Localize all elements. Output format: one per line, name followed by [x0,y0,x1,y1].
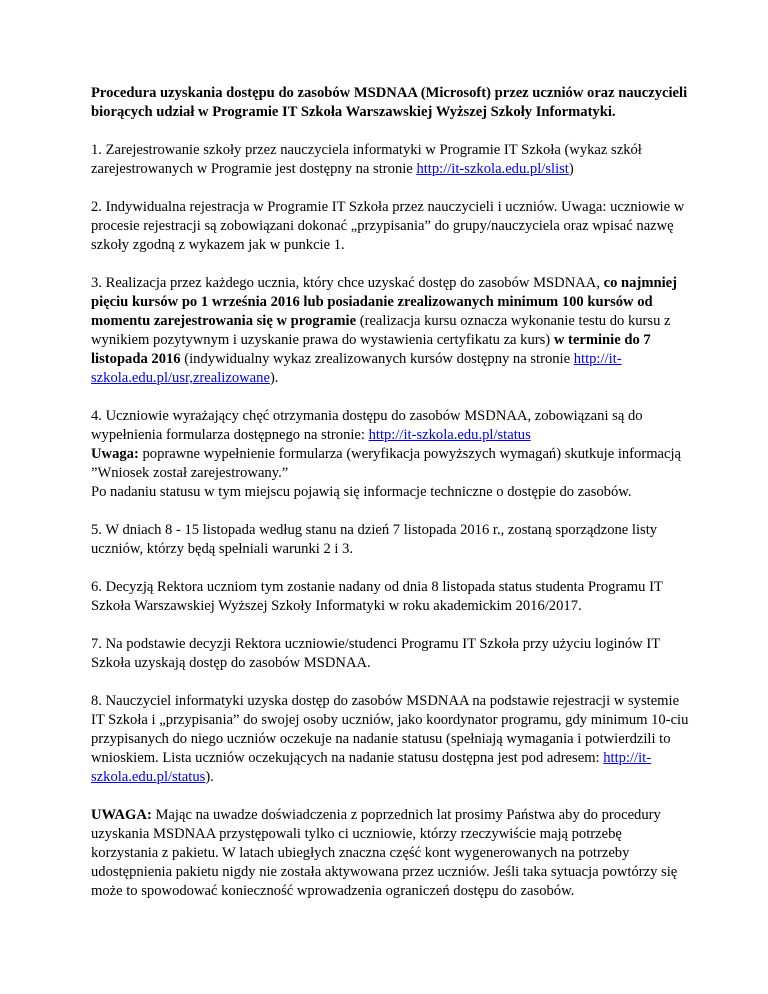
status-link-2[interactable]: http://it-szkola.edu.pl/status [91,750,652,785]
step-4-paragraph [91,407,691,502]
step-8-paragraph [91,692,691,787]
step-4-text-3: Po nadaniu statusu w tym miejscu pojawią się informacje techniczne o dostępie do zasobów. [91,484,632,500]
warning-label: UWAGA: [91,807,152,823]
slist-link[interactable]: http://it-szkola.edu.pl/slist [416,161,569,177]
step-1-paragraph [91,141,691,179]
step-4-text-2: poprawne wypełnienie formularza (weryfikacja powyższych wymagań) skutkuje informacją ”Wniosek został zarejestrowany.” [91,446,682,481]
step-4-note-label: Uwaga: [91,446,139,462]
step-5-paragraph: 5. W dniach 8 - 15 listopada według stanu na dzień 7 listopada 2016 r., zostaną sporządzone listy uczniów, którzy będą spełniali warunki 2 i 3. [91,522,658,557]
step-7-paragraph: 7. Na podstawie decyzji Rektora uczniowie/studenci Programu IT Szkoła przy użyciu loginów IT Szkoła uzyskają dostęp do zasobów MSDNAA. [91,636,660,671]
step-3-text-4: ). [269,370,279,386]
document-title: Procedura uzyskania dostępu do zasobów MSDNAA (Microsoft) przez uczniów oraz nauczycieli biorących udział w Programie IT Szkoła Warszawskiej Wyższej Szkoły Informatyki. [91,85,688,120]
step-3-bold-2: w terminie do 7 listopada 2016 [91,332,651,367]
step-1-text: 1. Zarejestrowanie szkoły przez nauczyciela informatyki w Programie IT Szkoła (wykaz szkół zarejestrowanych w Programie jest dostępny na stronie [91,142,642,177]
step-4-text-1: 4. Uczniowie wyrażający chęć otrzymania dostępu do zasobów MSDNAA, zobowiązani są do wypełnienia formularza dostępnego na stronie: [91,408,643,443]
step-3-paragraph [91,274,691,388]
step-3-text-2: (realizacja kursu oznacza wykonanie testu do kursu z wynikiem pozytywnym i uzyskanie prawa do wystawienia certyfikatu za kurs) [91,313,671,348]
step-3-text-1: 3. Realizacja przez każdego ucznia, który chce uzyskać dostęp do zasobów MSDNAA, [91,275,604,291]
step-2-paragraph: 2. Indywidualna rejestracja w Programie IT Szkoła przez nauczycieli i uczniów. Uwaga: uczniowie w procesie rejestracji są zobowiązani dokonać „przypisania” do grupy/nauczyciela oraz wpisać nazwę szkoły zgodną z wykazem jak w punkcie 1. [91,199,685,253]
document-page [91,84,691,920]
step-3-text-3: (indywidualny wykaz zrealizowanych kursów dostępny na stronie [180,351,574,367]
step-1-after: ) [568,161,574,177]
warning-paragraph [91,806,691,901]
warning-text: Mając na uwadze doświadczenia z poprzednich lat prosimy Państwa aby do procedury uzyskania MSDNAA przystępowali tylko ci uczniowie, którzy rzeczywiście mają potrzebę korzystania z pakietu. W latach ubiegłych znaczna część kont wygenerowanych na potrzeby udostępnienia pakietu nigdy nie została aktywowana przez uczniów. Jeśli taka sytuacja powtórzy się może to spowodować konieczność wprowadzenia ograniczeń dostępu do zasobów. [91,807,678,899]
step-6-paragraph: 6. Decyzją Rektora uczniom tym zostanie nadany od dnia 8 listopada status studenta Programu IT Szkoła Warszawskiej Wyższej Szkoły Informatyki w roku akademickim 2016/2017. [91,579,663,614]
zrealizowane-link[interactable]: http://it-szkola.edu.pl/usr,zrealizowane [91,351,622,386]
step-8-text: 8. Nauczyciel informatyki uzyska dostęp do zasobów MSDNAA na podstawie rejestracji w systemie IT Szkoła i „przypisania” do swojej osoby uczniów, jako koordynator programu, gdy minimum 10-ciu przypisanych do niego uczniów oczekuje na nadanie statusu (spełniają wymagania i potwierdzili to wnioskiem. Lista uczniów oczekujących na nadanie statusu dostępna jest pod adresem: [91,693,689,766]
step-3-bold-1: co najmniej pięciu kursów po 1 września 2016 lub posiadanie zrealizowanych minimum 100 kursów od momentu zarejestrowania się w programie [91,275,677,329]
status-link[interactable]: http://it-szkola.edu.pl/status [368,427,531,443]
step-8-after: ). [205,769,214,785]
